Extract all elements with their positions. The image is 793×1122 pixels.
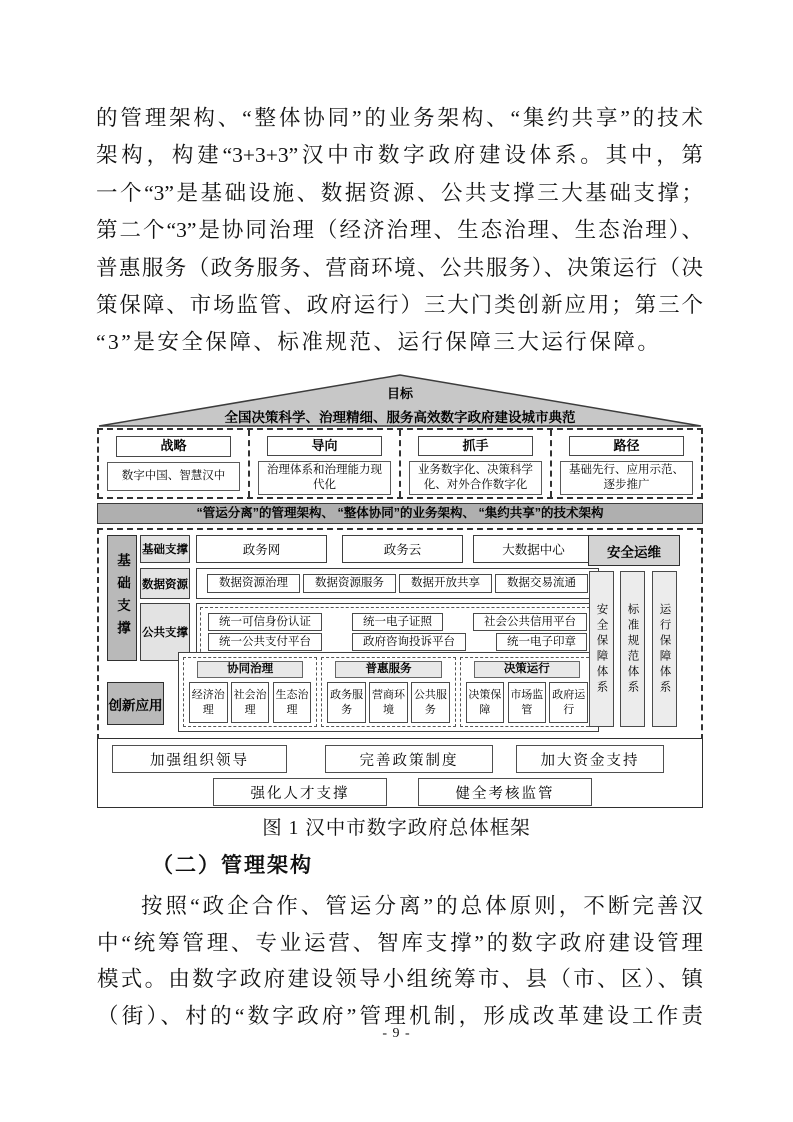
innovation-item: 决策保障 [466,682,505,723]
pillar-body: 业务数字化、决策科学化、对外合作数字化 [409,461,542,495]
data-resource-row [196,568,599,599]
pillar-header: 抓手 [418,436,533,456]
pillar-grip [399,430,550,497]
innovation-item: 营商环境 [369,682,408,723]
section-heading: （二）管理架构 [152,853,313,877]
foundation-item: 大数据中心 [473,535,594,563]
security-column: 标准规范体系 [620,571,645,727]
foundation-item: 统一电子印章 [496,633,587,651]
paragraph-line: 模式。由数字政府建设领导小组统筹市、县（市、区）、镇 [97,967,703,992]
security-column: 运行保障体系 [652,571,677,727]
paragraph-line: 按照“政企合作、管运分离”的总体原则，不断完善汉 [141,894,703,918]
pillar-header: 战略 [116,436,231,457]
pillar-orientation [248,430,399,497]
goal-subtitle: 全国决策科学、治理精细、服务高效数字政府建设城市典范 [224,410,576,425]
innovation-group-items [466,682,588,723]
pillar-header: 路径 [569,436,684,456]
page-number: - 9 - [382,1026,411,1041]
architecture-banner: “管运分离”的管理架构、 “整体协同”的业务架构、 “集约共享”的技术架构 [97,503,703,524]
intro-paragraph [96,100,703,362]
foundation-item: 政务网 [196,535,327,563]
paragraph-line: 策保障、市场监管、政府运行）三大门类创新应用；第三个 [96,293,703,318]
innovation-item: 政务服务 [327,682,366,723]
paragraph-line: 的管理架构、“整体协同”的业务架构、“集约共享”的技术 [96,106,703,130]
paragraph-line: 第二个“3”是协同治理（经济治理、生态治理、生态治理）、 [96,218,703,243]
innovation-group-services [321,657,455,727]
goal-roof [97,373,703,428]
innovation-item: 公共服务 [411,682,450,723]
foundation-item: 数据交易流通 [495,574,588,593]
innovation-group-governance [183,657,317,727]
foundation-item: 数据资源治理 [207,574,300,593]
foundation-item: 政府咨询投诉平台 [352,633,466,651]
security-ops-header: 安全运维 [588,535,680,566]
pillar-strategy [99,430,248,497]
paragraph-line: 架构，构建“3+3+3”汉中市数字政府建设体系。其中，第 [96,143,703,168]
goal-title: 目标 [386,386,413,401]
innovation-item: 社会治理 [231,682,270,723]
foundation-item: 统一可信身份认证 [208,613,322,631]
figure-caption: 图 1 汉中市数字政府总体框架 [262,818,531,839]
innovation-group-decision [460,657,594,727]
pillars-row [97,428,703,499]
safeguard-item: 加强组织领导 [112,745,287,773]
innovation-item: 经济治理 [189,682,228,723]
foundation-item: 数据开放共享 [399,574,492,593]
foundation-row-label: 数据资源 [140,568,190,599]
innovation-group-items [189,682,311,723]
paragraph-line: （街）、村的“数字政府”管理机制，形成改革建设工作责 [97,1003,703,1028]
foundation-item: 统一公共支付平台 [208,633,322,651]
figure-overall-framework [97,373,703,808]
public-support-line [208,633,587,651]
foundation-item: 数据资源服务 [303,574,396,593]
paragraph-line: “3”是安全保障、标准规范、运行保障三大运行保障。 [96,330,662,355]
security-column: 安全保障体系 [589,571,614,727]
innovation-group-header: 协同治理 [197,661,303,678]
safeguard-item: 健全考核监管 [418,778,592,806]
innovation-side-label: 创新应用 [107,682,164,725]
pillar-path [550,430,701,497]
innovation-item: 生态治理 [273,682,312,723]
innovation-group-items [327,682,449,723]
paragraph-line: 中“统筹管理、专业运营、智库支撑”的数字政府建设管理 [97,930,703,955]
pillar-body: 治理体系和治理能力现代化 [258,461,391,495]
safeguard-item: 强化人才支撑 [213,778,387,806]
foundation-side-label: 基础支撑 [107,535,137,661]
innovation-item: 政府运行 [549,682,588,723]
pillar-body: 数字中国、智慧汉中 [107,462,240,491]
safeguard-item: 加大资金支持 [516,745,664,773]
innovation-group-header: 普惠服务 [335,661,441,678]
safeguards-box [97,738,703,808]
foundation-row-label: 公共支撑 [140,603,190,661]
innovation-group-header: 决策运行 [474,661,580,678]
framework-main-box [97,528,703,740]
pillar-header: 导向 [267,436,382,456]
innovation-item: 市场监管 [508,682,547,723]
foundation-row-label: 基础支撑 [140,535,190,563]
foundation-item: 统一电子证照 [352,613,443,631]
pillar-body: 基础先行、应用示范、逐步推广 [560,461,693,495]
foundation-item: 政务云 [342,535,463,563]
foundation-item: 社会公共信用平台 [473,613,587,631]
public-support-line [208,613,587,631]
paragraph-line: 一个“3”是基础设施、数据资源、公共支撑三大基础支撑； [96,180,703,205]
public-support-inner [200,607,595,657]
innovation-row [178,652,599,732]
safeguard-item: 完善政策制度 [325,745,493,773]
paragraph-line: 普惠服务（政务服务、营商环境、公共服务）、决策运行（决 [96,255,703,280]
section-paragraph [97,888,703,1034]
